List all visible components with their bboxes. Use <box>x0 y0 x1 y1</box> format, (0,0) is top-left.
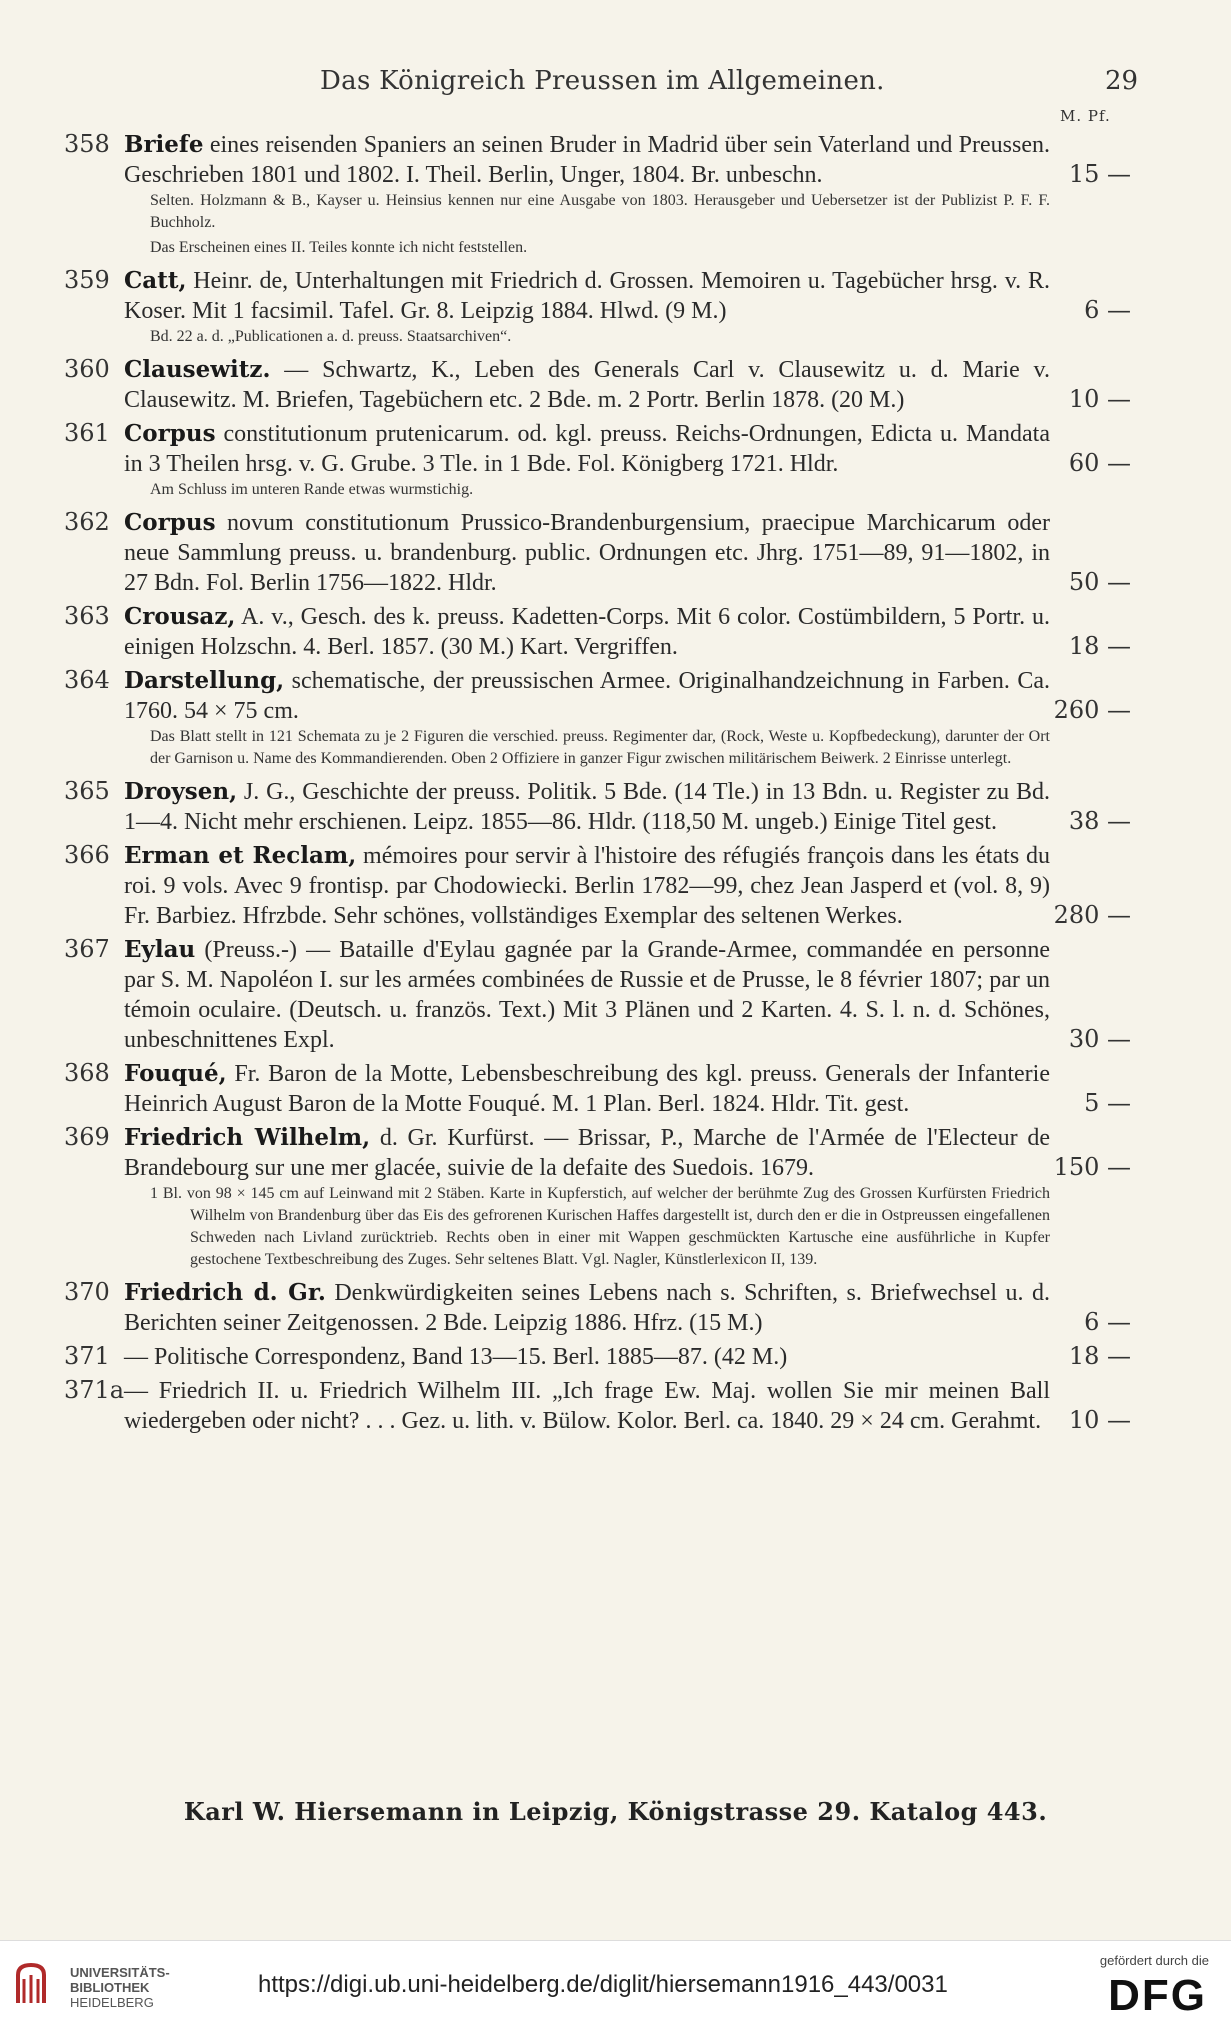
catalog-entry <box>0 419 1231 504</box>
entry-text <box>124 1376 1050 1436</box>
entry-description: constitutionum prutenicarum. od. kgl. preuss. Reichs-Ordnungen, Edicta u. Mandata in 3 Theilen hrsg. v. G. Grube. 3 Tle. in 1 Bde. Fol. Königberg 1721. Hldr. <box>124 421 1050 477</box>
entry-price: 280 — <box>1053 901 1131 929</box>
catalog-entry <box>0 777 1231 837</box>
entry-note: Das Blatt stellt in 121 Schemata zu je 2 Figuren die verschied. preuss. Regimenter dar, (Rock, Weste u. Kopfbedeckung), darunter der Ort der Garnison u. Name des Kommandierenden. Oben 2 Offiziere in ganzer Figur zwischen militärischem Beiwerk. 2 Einrisse unterlegt. <box>150 728 1050 767</box>
university-name: UNIVERSITÄTS- BIBLIOTHEK HEIDELBERG <box>70 1965 170 2010</box>
entry-number: 360 <box>64 355 110 383</box>
entry-note: Das Erscheinen eines II. Teiles konnte ich nicht feststellen. <box>150 239 528 256</box>
catalog-entries <box>0 130 1231 1440</box>
entry-author: Friedrich Wilhelm, <box>124 1124 371 1151</box>
entry-text <box>124 1123 1050 1183</box>
entry-description: — Friedrich II. u. Friedrich Wilhelm III. „Ich frage Ew. Maj. wollen Sie mir meinen Ball wiedergeben oder nicht? . . . Gez. u. lith. v. Bülow. Kolor. Berl. ca. 1840. 29 × 24 cm. Gerahmt. <box>124 1378 1050 1434</box>
funding-label: gefördert durch die <box>1099 1953 1209 1968</box>
entry-text <box>124 777 1050 837</box>
entry-text <box>124 666 1050 726</box>
entry-description: Fr. Baron de la Motte, Lebensbeschreibung des kgl. preuss. Generals der Infanterie Heinrich August Baron de la Motte Fouqué. M. 1 Plan. Berl. 1824. Hldr. Tit. gest. <box>124 1061 1050 1117</box>
entry-author: Corpus <box>124 420 216 447</box>
entry-author: Eylau <box>124 936 196 963</box>
entry-text <box>124 419 1050 479</box>
page-url[interactable]: https://digi.ub.uni-heidelberg.de/diglit/hiersemann1916_443/0031 <box>258 1971 948 1998</box>
catalog-entry <box>0 602 1231 662</box>
entry-description: — Schwartz, K., Leben des Generals Carl v. Clausewitz u. d. Marie v. Clausewitz. M. Briefen, Tagebüchern etc. 2 Bde. m. 2 Portr. Berlin 1878. (20 M.) <box>124 357 1050 413</box>
entry-price: 18 — <box>1068 632 1131 660</box>
entry-price: 260 — <box>1053 696 1131 724</box>
catalog-entry <box>0 1278 1231 1338</box>
entry-description: Heinr. de, Unterhaltungen mit Friedrich d. Grossen. Memoiren u. Tagebücher hrsg. v. R. Koser. Mit 1 facsimil. Tafel. Gr. 8. Leipzig 1884. Hlwd. (9 M.) <box>124 268 1050 324</box>
entry-author: Darstellung, <box>124 667 285 694</box>
entry-number: 358 <box>64 130 110 158</box>
entry-price: 38 — <box>1068 807 1131 835</box>
entry-author: Crousaz, <box>124 603 236 630</box>
entry-author: Catt, <box>124 267 187 294</box>
entry-text <box>124 935 1050 1055</box>
entry-number: 359 <box>64 266 110 294</box>
entry-price: 150 — <box>1053 1153 1131 1181</box>
entry-text <box>124 1059 1050 1119</box>
catalog-entry <box>0 266 1231 351</box>
entry-description: eines reisenden Spaniers an seinen Bruder in Madrid über sein Vaterland und Preussen. Geschrieben 1801 und 1802. I. Theil. Berlin, Unger, 1804. Br. unbeschn. <box>124 132 1050 188</box>
entry-author: Briefe <box>124 131 204 158</box>
entry-number: 364 <box>64 666 110 694</box>
entry-price: 6 — <box>1084 296 1131 324</box>
entry-number: 371 <box>64 1342 110 1370</box>
entry-text <box>124 130 1050 190</box>
catalog-entry <box>0 508 1231 598</box>
catalog-entry <box>0 1376 1231 1436</box>
entry-number: 368 <box>64 1059 110 1087</box>
entry-text <box>124 508 1050 598</box>
entry-author: Fouqué, <box>124 1060 227 1087</box>
entry-price: 10 — <box>1068 385 1131 413</box>
entry-text <box>124 1278 1050 1338</box>
entry-author: Droysen, <box>124 778 238 805</box>
entry-description: (Preuss.-) — Bataille d'Eylau gagnée par la Grande-Armee, commandée en personne par S. M. Napoléon I. sur les armées combinées de Russie et de Prusse, le 8 février 1807; par un témoin oculaire. (Deutsch. u. französ. Text.) Mit 3 Plänen und 2 Karten. 4. S. l. n. d. Schönes, unbeschnittenes Expl. <box>124 937 1050 1053</box>
entry-note: Bd. 22 a. d. „Publicationen a. d. preuss. Staatsarchiven“. <box>150 328 512 345</box>
entry-description: — Politische Correspondenz, Band 13—15. Berl. 1885—87. (42 M.) <box>124 1344 788 1370</box>
catalog-entry <box>0 355 1231 415</box>
entry-description: J. G., Geschichte der preuss. Politik. 5 Bde. (14 Tle.) in 13 Bdn. u. Register zu Bd. 1—4. Nicht mehr erschienen. Leipz. 1855—86. Hldr. (118,50 M. ungeb.) Einige Titel gest. <box>124 779 1050 835</box>
entry-price: 30 — <box>1068 1025 1131 1053</box>
entry-description: d. Gr. Kurfürst. — Brissar, P., Marche de l'Armée de l'Electeur de Brandebourg sur une mer glacée, suivie de la defaite des Suedois. 1679. <box>124 1125 1050 1181</box>
dfg-logo: DFG <box>1108 1971 1207 2020</box>
catalog-footer: Karl W. Hiersemann in Leipzig, Königstrasse 29. Katalog 443. <box>183 1797 1048 1826</box>
entry-number: 367 <box>64 935 110 963</box>
entry-text <box>124 266 1050 326</box>
entry-price: 50 — <box>1068 568 1131 596</box>
entry-author: Erman et Reclam, <box>124 842 357 869</box>
running-title: Das Königreich Preussen im Allgemeinen. <box>320 66 885 96</box>
entry-author: Corpus <box>124 509 216 536</box>
entry-number: 362 <box>64 508 110 536</box>
catalog-entry <box>0 666 1231 773</box>
catalog-entry <box>0 1342 1231 1372</box>
entry-note: Selten. Holzmann & B., Kayser u. Heinsius kennen nur eine Ausgabe von 1803. Herausgeber und Uebersetzer ist der Publizist P. F. F. Buchholz. <box>150 192 1050 231</box>
catalog-entry <box>0 1059 1231 1119</box>
entry-price: 5 — <box>1084 1089 1131 1117</box>
entry-author: Clausewitz. <box>124 356 271 383</box>
catalog-entry <box>0 841 1231 931</box>
university-logo-icon <box>14 1961 48 2007</box>
entry-number: 369 <box>64 1123 110 1151</box>
entry-text <box>124 602 1050 662</box>
entry-text <box>124 355 1050 415</box>
entry-number: 366 <box>64 841 110 869</box>
entry-price: 15 — <box>1068 160 1131 188</box>
entry-price: 6 — <box>1084 1308 1131 1336</box>
entry-text <box>124 1342 1050 1372</box>
entry-note: Am Schluss im unteren Rande etwas wurmstichig. <box>150 481 474 498</box>
entry-description: schematische, der preussischen Armee. Originalhandzeichnung in Farben. Ca. 1760. 54 × 75 cm. <box>124 668 1050 724</box>
entry-price: 10 — <box>1068 1406 1131 1434</box>
entry-description: mémoires pour servir à l'histoire des réfugiés françois dans les états du roi. 9 vols. Avec 9 frontisp. par Chodowiecki. Berlin 1782—99, chez Jean Jasperd et (vol. 8, 9) Fr. Barbiez. Hfrzbde. Sehr schönes, vollständiges Exemplar des seltenen Werkes. <box>124 843 1050 929</box>
entry-note: 1 Bl. von 98 × 145 cm auf Leinwand mit 2 Stäben. Karte in Kupferstich, auf welcher der berühmte Zug des Grossen Kurfürsten Friedrich Wilhelm von Brandenburg über das Eis des gefrorenen Kurischen Haffes dargestellt ist, durch den er die in Ostpreussen eingefallenen Schweden nach Livland zurücktrieb. Rechts oben in einer mit Wappen geschmückten Kartusche eine ausführliche in Kupfer gestochene Textbeschreibung des Zuges. Sehr seltenes Blatt. Vgl. Nagler, Künstlerlexicon II, 139. <box>150 1185 1050 1268</box>
price-column-head: M. Pf. <box>1060 107 1111 125</box>
entry-number: 363 <box>64 602 110 630</box>
entry-price: 60 — <box>1068 449 1131 477</box>
entry-price: 18 — <box>1068 1342 1131 1370</box>
viewer-bottom-bar <box>0 1940 1231 2028</box>
entry-number: 361 <box>64 419 110 447</box>
entry-number: 365 <box>64 777 110 805</box>
entry-description: novum constitutionum Prussico-Brandenburgensium, praecipue Marchicarum oder neue Sammlung preuss. u. brandenburg. public. Ordnungen etc. Jhrg. 1751—89, 91—1802, in 27 Bdn. Fol. Berlin 1756—1822. Hldr. <box>124 510 1050 596</box>
catalog-entry <box>0 1123 1231 1274</box>
entry-text <box>124 841 1050 931</box>
entry-description: Denkwürdigkeiten seines Lebens nach s. Schriften, s. Briefwechsel u. d. Berichten seiner Zeitgenossen. 2 Bde. Leipzig 1886. Hfrz. (15 M.) <box>124 1280 1050 1336</box>
entry-number: 371a <box>64 1376 125 1404</box>
entry-description: A. v., Gesch. des k. preuss. Kadetten-Corps. Mit 6 color. Costümbildern, 5 Portr. u. einigen Holzschn. 4. Berl. 1857. (30 M.) Kart. Vergriffen. <box>124 604 1050 660</box>
page-number: 29 <box>1105 66 1139 96</box>
catalog-entry <box>0 935 1231 1055</box>
entry-author: Friedrich d. Gr. <box>124 1279 326 1306</box>
entry-number: 370 <box>64 1278 110 1306</box>
catalog-entry <box>0 130 1231 262</box>
